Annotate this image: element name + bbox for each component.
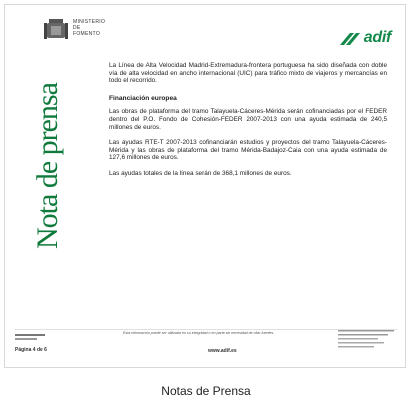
footer-url[interactable]: www.adif.es (208, 348, 237, 354)
ministry-small-logo-icon (15, 332, 45, 342)
ministry-line-1: MINISTERIO (73, 19, 106, 25)
ministry-line-3: FOMENTO (73, 31, 101, 37)
page-number: Página 4 de 6 (15, 347, 47, 353)
paragraph-3: Las ayudas totales de la línea serán de 368,1 millones de euros. (109, 169, 292, 177)
paragraph-2: Las ayudas RTE-T 2007-2013 cofinanciarán estudios y proyectos del tramo Talayuela-Cáceres-Mérida y las obras de plataforma del tramo Mérida-Badajoz-Caia con una ayuda estimada de 127,6 millones de euros. (109, 139, 387, 162)
image-caption: Notas de Prensa (161, 384, 251, 398)
article-body (109, 62, 387, 186)
coat-of-arms-icon (43, 17, 69, 43)
footer-note: Esta información puede ser utilizada en su integridad o en parte sin necesidad de citar fuentes. (123, 331, 275, 335)
intro-paragraph: La Línea de Alta Velocidad Madrid-Extremadura-frontera portuguesa ha sido diseñada con doble vía de alta velocidad en ancho internacional (UIC) para tráfico mixto de viajeros y mercancías en todo el recorrido. (109, 62, 387, 85)
ministry-logo (43, 17, 105, 43)
adif-wordmark: adif (363, 29, 391, 46)
contact-text-icon (338, 329, 396, 351)
adif-mark-icon (340, 31, 362, 45)
adif-logo (340, 29, 391, 47)
ministry-line-2: DE (73, 25, 81, 31)
footer-logo (15, 329, 65, 347)
contact-block (338, 329, 398, 352)
paragraph-1: Las obras de plataforma del tramo Talayuela-Cáceres-Mérida serán cofinanciadas por el FEDER dentro del P.O. Fondo de Cohesión-FEDER 2007-2013 con una ayuda estimada de 240,5 millones de euros. (109, 108, 387, 131)
ministry-name (73, 19, 105, 37)
section-heading: Financiación europea (109, 94, 177, 102)
press-release-page (4, 4, 406, 368)
side-title: Nota de prensa (31, 83, 64, 249)
